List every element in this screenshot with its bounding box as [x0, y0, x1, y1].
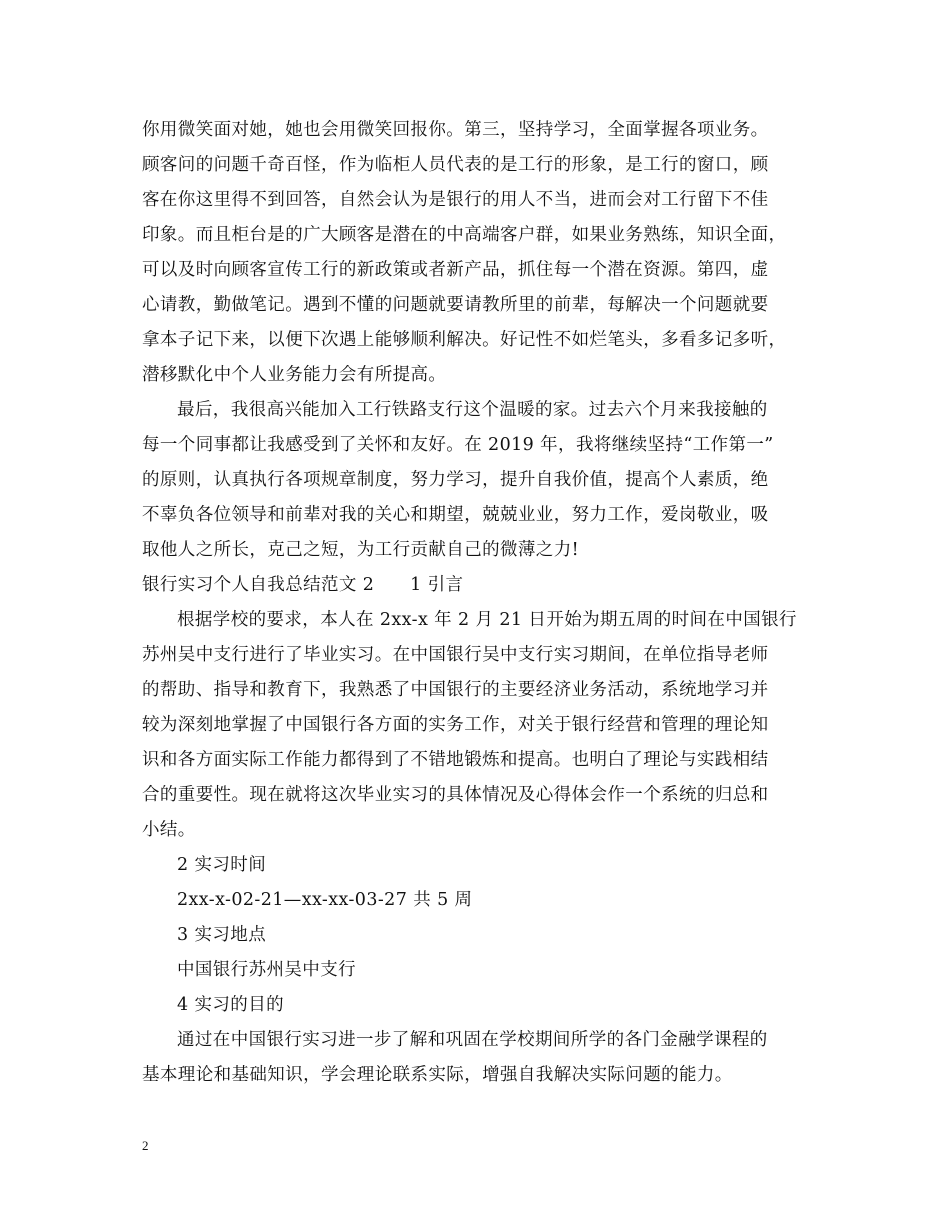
text-line: 不辜负各位领导和前辈对我的关心和期望，兢兢业业，努力工作，爱岗敬业，吸 [142, 505, 769, 525]
text-line: 的帮助、指导和教育下，我熟悉了中国银行的主要经济业务活动，系统地学习并 [142, 680, 769, 700]
subsection-heading: 3 实习地点 [177, 925, 267, 945]
paragraph-start-line: 通过在中国银行实习进一步了解和巩固在学校期间所学的各门金融学课程的 [177, 1030, 768, 1050]
subsection-heading: 2 实习时间 [177, 855, 267, 875]
text-line: 潜移默化中个人业务能力会有所提高。 [142, 365, 447, 385]
section-heading: 银行实习个人自我总结范文 2 1 引言 [142, 575, 464, 595]
text-line: 苏州吴中支行进行了毕业实习。在中国银行吴中支行实习期间，在单位指导老师 [142, 645, 769, 665]
text-line: 中国银行苏州吴中支行 [177, 960, 356, 980]
text-line: 心请教，勤做笔记。遇到不懂的问题就要请教所里的前辈，每解决一个问题就要 [142, 295, 769, 315]
text-line: 取他人之所长，克己之短，为工行贡献自己的微薄之力! [142, 540, 580, 560]
page-number: 2 [142, 1138, 149, 1153]
text-line: 顾客问的问题千奇百怪，作为临柜人员代表的是工行的形象，是工行的窗口，顾 [142, 155, 769, 175]
text-line: 印象。而且柜台是的广大顾客是潜在的中高端客户群，如果业务熟练，知识全面， [142, 225, 787, 245]
text-line: 拿本子记下来，以便下次遇上能够顺利解决。好记性不如烂笔头，多看多记多听， [142, 330, 787, 350]
paragraph-start-line: 最后，我很高兴能加入工行铁路支行这个温暖的家。过去六个月来我接触的 [177, 400, 768, 420]
text-line: 小结。 [142, 820, 196, 840]
text-line: 基本理论和基础知识，学会理论联系实际，增强自我解决实际问题的能力。 [142, 1065, 733, 1085]
paragraph-start-line: 根据学校的要求，本人在 2xx-x 年 2 月 21 日开始为期五周的时间在中国银行 [177, 610, 797, 630]
text-line: 较为深刻地掌握了中国银行各方面的实务工作，对关于银行经营和管理的理论知 [142, 715, 769, 735]
text-line: 你用微笑面对她，她也会用微笑回报你。第三，坚持学习，全面掌握各项业务。 [142, 120, 769, 140]
text-line: 合的重要性。现在就将这次毕业实习的具体情况及心得体会作一个系统的归总和 [142, 785, 769, 805]
text-line: 的原则，认真执行各项规章制度，努力学习，提升自我价值，提高个人素质，绝 [142, 470, 769, 490]
text-line: 2xx-x-02-21—xx-xx-03-27 共 5 周 [177, 890, 473, 910]
text-line: 客在你这里得不到回答，自然会认为是银行的用人不当，进而会对工行留下不佳 [142, 190, 769, 210]
text-line: 识和各方面实际工作能力都得到了不错地锻炼和提高。也明白了理论与实践相结 [142, 750, 769, 770]
text-line: 每一个同事都让我感受到了关怀和友好。在 2019 年，我将继续坚持“工作第一” [142, 435, 774, 455]
text-line: 可以及时向顾客宣传工行的新政策或者新产品，抓住每一个潜在资源。第四，虚 [142, 260, 769, 280]
subsection-heading: 4 实习的目的 [177, 995, 284, 1015]
